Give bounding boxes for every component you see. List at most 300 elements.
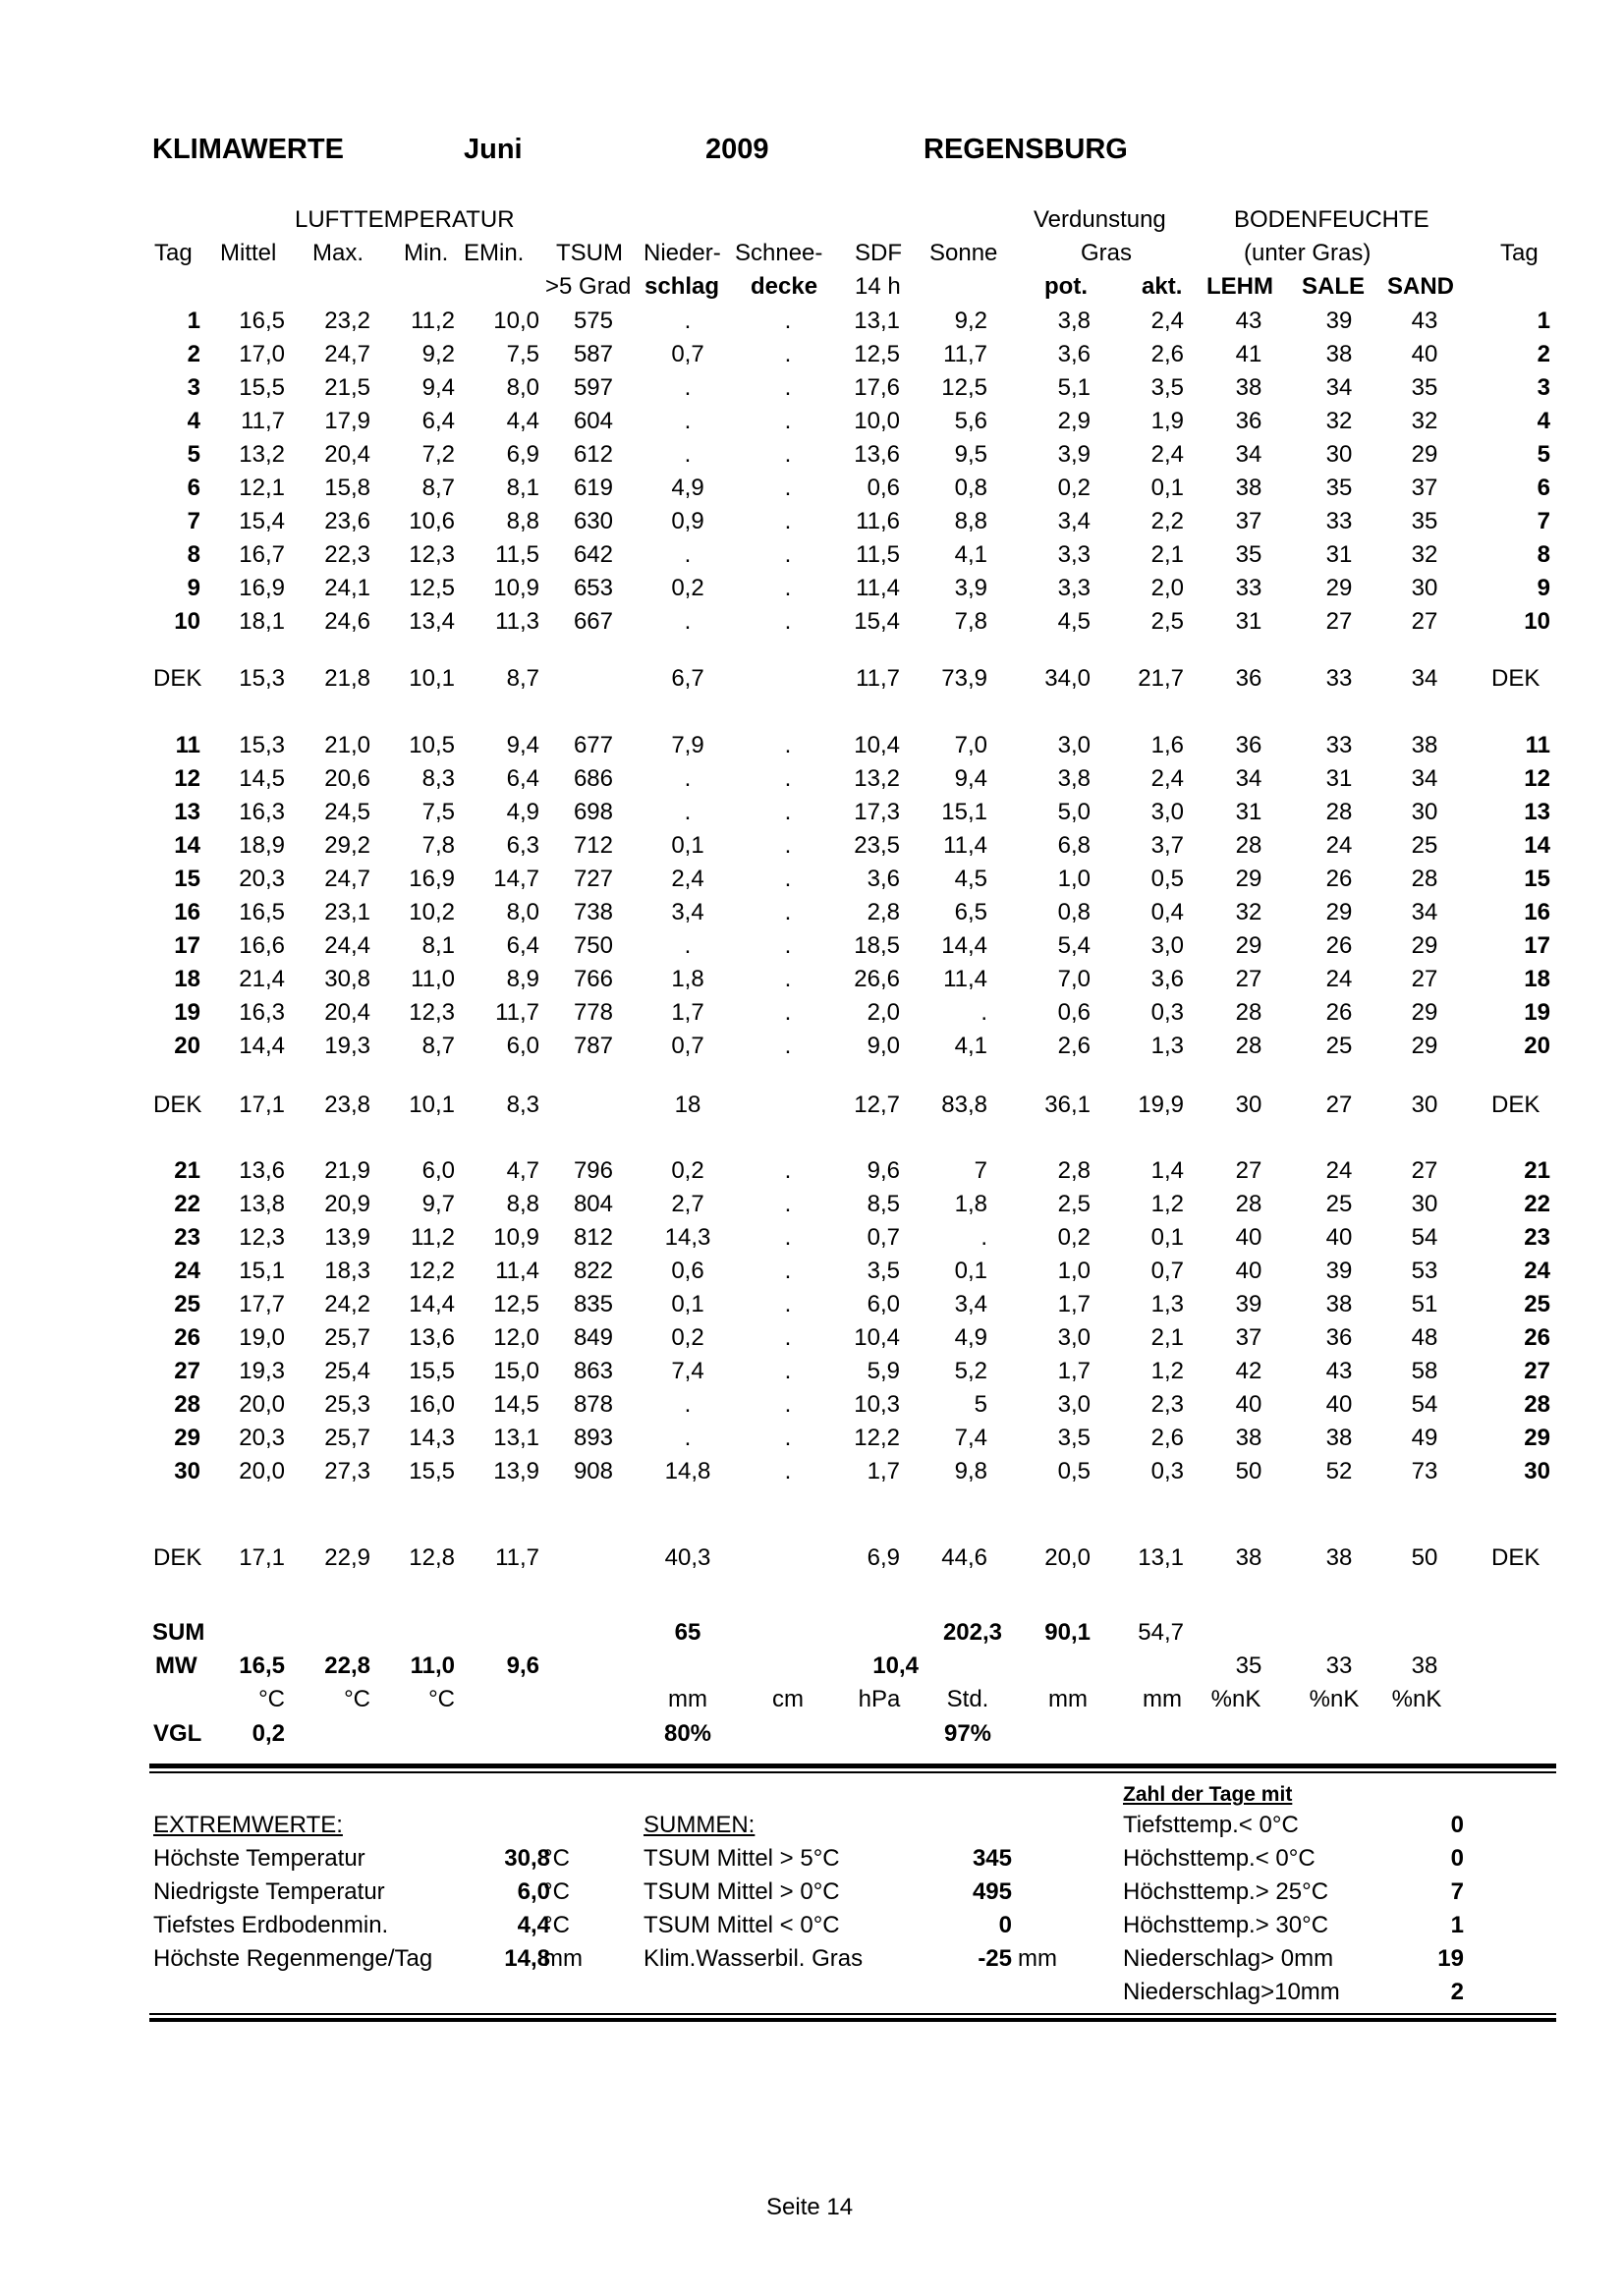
day-row-sdf-cell: 10,4: [854, 1324, 900, 1351]
day-row-tsum-cell: 698: [573, 799, 613, 825]
day-row-min-cell: 8,7: [421, 1033, 455, 1059]
day-row-akt-cell: 1,3: [1150, 1033, 1184, 1059]
day-row-schnee-cell: .: [784, 441, 792, 468]
extremwerte-heading: EXTREMWERTE:: [153, 1812, 343, 1838]
day-row-lehm-cell: 43: [1235, 308, 1262, 334]
day-row-mittel-cell: 15,5: [239, 374, 285, 401]
day-row-emin-cell: 13,1: [493, 1425, 539, 1451]
day-row-sale-cell: 33: [1325, 508, 1353, 534]
day-row-min-cell: 11,2: [411, 1224, 455, 1251]
sum-akt: 54,7: [1138, 1619, 1184, 1646]
summen-label: TSUM Mittel > 0°C: [644, 1878, 840, 1905]
header-sdf: SDF: [855, 240, 902, 266]
day-row-tag2-cell: 19: [1524, 999, 1550, 1026]
day-row-tsum-cell: 677: [573, 732, 613, 758]
day-row-sale-cell: 39: [1325, 1258, 1353, 1284]
header-lufttemperatur: LUFTTEMPERATUR: [295, 206, 515, 233]
day-row-nieder-cell: .: [684, 1425, 692, 1451]
day-row-sdf-cell: 11,6: [856, 508, 900, 534]
day-row-akt-cell: 2,1: [1150, 541, 1184, 568]
day-row-schnee-cell: .: [784, 765, 792, 792]
day-row-tsum-cell: 667: [573, 608, 613, 635]
dek-row-tag2-cell: DEK: [1491, 1544, 1540, 1571]
day-row-tag2-cell: 7: [1537, 508, 1550, 534]
day-row-nieder-cell: 14,3: [664, 1224, 711, 1251]
summen-value: 345: [972, 1845, 1012, 1872]
vgl-niederschlag: 80%: [663, 1720, 712, 1747]
day-row-nieder-cell: .: [684, 374, 692, 401]
day-row-pot-cell: 3,0: [1057, 732, 1091, 758]
day-row-emin-cell: 12,5: [493, 1291, 539, 1317]
day-row-emin-cell: 6,9: [506, 441, 539, 468]
day-row-min-cell: 7,5: [421, 799, 455, 825]
day-row-mittel-cell: 16,6: [239, 932, 285, 959]
day-row-sale-cell: 24: [1325, 832, 1353, 859]
day-row-max-cell: 20,4: [324, 441, 370, 468]
dek-row-pot-cell: 36,1: [1044, 1092, 1091, 1118]
day-row-tag2-cell: 17: [1524, 932, 1550, 959]
day-row-nieder-cell: 0,2: [671, 575, 704, 601]
sum-label: SUM: [152, 1619, 205, 1646]
day-row-sale-cell: 35: [1325, 475, 1353, 501]
day-row-tag-cell: 9: [187, 575, 200, 601]
day-row-sonne-cell: 8,8: [954, 508, 987, 534]
day-row-tsum-cell: 893: [573, 1425, 613, 1451]
day-row-lehm-cell: 31: [1235, 799, 1262, 825]
day-row-schnee-cell: .: [784, 799, 792, 825]
day-row-sdf-cell: 13,2: [854, 765, 900, 792]
day-row-tsum-cell: 727: [573, 866, 613, 892]
day-row-sale-cell: 43: [1325, 1358, 1353, 1384]
day-row-tag-cell: 20: [174, 1033, 200, 1059]
day-row-akt-cell: 3,0: [1150, 799, 1184, 825]
day-row-schnee-cell: .: [784, 1157, 792, 1184]
dek-row-sale-cell: 33: [1325, 665, 1353, 692]
day-row-mittel-cell: 20,0: [239, 1391, 285, 1418]
day-row-min-cell: 13,6: [409, 1324, 455, 1351]
unit-pot: mm: [1048, 1686, 1088, 1712]
divider-double-bottom: [149, 1771, 1556, 1773]
tage-value: 19: [1437, 1945, 1464, 1972]
day-row-tsum-cell: 849: [573, 1324, 613, 1351]
header-min: Min.: [404, 240, 449, 266]
dek-row-sonne-cell: 83,8: [941, 1092, 987, 1118]
day-row-pot-cell: 1,7: [1057, 1291, 1091, 1317]
day-row-nieder-cell: 2,7: [671, 1191, 704, 1217]
header-schneedecke: Schnee-: [735, 240, 823, 266]
divider-double-top: [149, 1764, 1556, 1768]
unit-min: °C: [428, 1686, 455, 1712]
day-row-max-cell: 21,0: [324, 732, 370, 758]
dek-row-min-cell: 12,8: [409, 1544, 455, 1571]
day-row-nieder-cell: 0,7: [671, 341, 704, 367]
day-row-tag2-cell: 8: [1537, 541, 1550, 568]
tage-heading: Zahl der Tage mit: [1123, 1783, 1293, 1806]
dek-row-sale-cell: 27: [1325, 1092, 1353, 1118]
day-row-akt-cell: 2,6: [1150, 1425, 1184, 1451]
mw-emin: 9,6: [506, 1652, 539, 1679]
day-row-schnee-cell: .: [784, 1324, 792, 1351]
day-row-sdf-cell: 9,0: [867, 1033, 900, 1059]
day-row-emin-cell: 11,5: [495, 541, 539, 568]
day-row-mittel-cell: 16,3: [239, 999, 285, 1026]
day-row-schnee-cell: .: [784, 966, 792, 992]
day-row-sale-cell: 29: [1325, 575, 1353, 601]
day-row-min-cell: 12,3: [409, 999, 455, 1026]
day-row-pot-cell: 3,0: [1057, 1391, 1091, 1418]
day-row-sonne-cell: 15,1: [941, 799, 987, 825]
day-row-tag2-cell: 14: [1524, 832, 1550, 859]
tage-value: 0: [1450, 1845, 1464, 1872]
day-row-pot-cell: 0,8: [1057, 899, 1091, 925]
extremwerte-value: 6,0: [517, 1878, 550, 1905]
dek-row-lehm-cell: 36: [1235, 665, 1262, 692]
day-row-tsum-cell: 863: [573, 1358, 613, 1384]
dek-row-mittel-cell: 15,3: [239, 665, 285, 692]
day-row-sonne-cell: 11,4: [943, 966, 987, 992]
day-row-sand-cell: 34: [1411, 899, 1438, 925]
day-row-min-cell: 8,7: [421, 475, 455, 501]
day-row-nieder-cell: 0,6: [671, 1258, 704, 1284]
day-row-min-cell: 9,7: [421, 1191, 455, 1217]
day-row-lehm-cell: 28: [1235, 832, 1262, 859]
dek-row-sand-cell: 34: [1411, 665, 1438, 692]
day-row-emin-cell: 14,7: [493, 866, 539, 892]
day-row-akt-cell: 1,9: [1150, 408, 1184, 434]
day-row-sdf-cell: 17,6: [854, 374, 900, 401]
day-row-tag-cell: 23: [174, 1224, 200, 1251]
day-row-sale-cell: 34: [1325, 374, 1353, 401]
day-row-min-cell: 10,6: [409, 508, 455, 534]
day-row-tag2-cell: 12: [1524, 765, 1550, 792]
summen-label: TSUM Mittel > 5°C: [644, 1845, 840, 1872]
day-row-max-cell: 23,2: [324, 308, 370, 334]
day-row-schnee-cell: .: [784, 1458, 792, 1484]
day-row-mittel-cell: 13,8: [239, 1191, 285, 1217]
unit-lehm: %nK: [1210, 1686, 1261, 1712]
day-row-pot-cell: 5,0: [1057, 799, 1091, 825]
day-row-schnee-cell: .: [784, 1191, 792, 1217]
day-row-sand-cell: 58: [1411, 1358, 1438, 1384]
dek-row-nieder-cell: 6,7: [671, 665, 704, 692]
day-row-sand-cell: 73: [1411, 1458, 1438, 1484]
day-row-tag-cell: 27: [174, 1358, 200, 1384]
day-row-tag-cell: 28: [174, 1391, 200, 1418]
day-row-sand-cell: 29: [1411, 932, 1438, 959]
page-number: Seite 14: [766, 2194, 854, 2220]
day-row-tag2-cell: 15: [1524, 866, 1550, 892]
day-row-schnee-cell: .: [784, 1425, 792, 1451]
day-row-sdf-cell: 18,5: [854, 932, 900, 959]
dek-row-akt-cell: 13,1: [1138, 1544, 1184, 1571]
day-row-sand-cell: 48: [1411, 1324, 1438, 1351]
day-row-akt-cell: 1,4: [1150, 1157, 1184, 1184]
day-row-tag2-cell: 3: [1537, 374, 1550, 401]
header-sale: SALE: [1302, 273, 1366, 300]
day-row-tag2-cell: 26: [1524, 1324, 1550, 1351]
day-row-tag-cell: 30: [174, 1458, 200, 1484]
dek-row-min-cell: 10,1: [409, 1092, 455, 1118]
day-row-akt-cell: 3,0: [1150, 932, 1184, 959]
dek-row-sand-cell: 50: [1411, 1544, 1438, 1571]
day-row-mittel-cell: 20,0: [239, 1458, 285, 1484]
extremwerte-label: Tiefstes Erdbodenmin.: [153, 1912, 389, 1938]
day-row-lehm-cell: 40: [1235, 1224, 1262, 1251]
day-row-sdf-cell: 10,4: [854, 732, 900, 758]
day-row-tag2-cell: 9: [1537, 575, 1550, 601]
day-row-mittel-cell: 16,7: [239, 541, 285, 568]
day-row-sale-cell: 25: [1325, 1191, 1353, 1217]
day-row-tsum-cell: 878: [573, 1391, 613, 1418]
day-row-pot-cell: 3,4: [1057, 508, 1091, 534]
day-row-sdf-cell: 5,9: [867, 1358, 900, 1384]
day-row-emin-cell: 4,9: [506, 799, 539, 825]
unit-mittel: °C: [258, 1686, 285, 1712]
day-row-mittel-cell: 12,3: [239, 1224, 285, 1251]
day-row-pot-cell: 2,9: [1057, 408, 1091, 434]
day-row-sonne-cell: 14,4: [941, 932, 987, 959]
day-row-tag-cell: 8: [187, 541, 200, 568]
dek-row-emin-cell: 8,3: [506, 1092, 539, 1118]
dek-row-akt-cell: 21,7: [1138, 665, 1184, 692]
summen-label: Klim.Wasserbil. Gras: [644, 1945, 864, 1972]
day-row-nieder-cell: 14,8: [664, 1458, 711, 1484]
day-row-schnee-cell: .: [784, 732, 792, 758]
day-row-emin-cell: 7,5: [506, 341, 539, 367]
day-row-sand-cell: 54: [1411, 1224, 1438, 1251]
day-row-nieder-cell: .: [684, 799, 692, 825]
mw-label: MW: [155, 1652, 197, 1679]
dek-row-emin-cell: 8,7: [506, 665, 539, 692]
tage-value: 2: [1450, 1979, 1464, 2005]
day-row-lehm-cell: 34: [1235, 441, 1262, 468]
day-row-min-cell: 6,0: [421, 1157, 455, 1184]
day-row-sonne-cell: 9,4: [954, 765, 987, 792]
summen-value: 0: [998, 1912, 1012, 1938]
day-row-mittel-cell: 15,1: [239, 1258, 285, 1284]
day-row-emin-cell: 6,4: [506, 765, 539, 792]
day-row-max-cell: 19,3: [324, 1033, 370, 1059]
day-row-mittel-cell: 14,4: [239, 1033, 285, 1059]
day-row-max-cell: 25,4: [324, 1358, 370, 1384]
day-row-sdf-cell: 0,7: [867, 1224, 900, 1251]
day-row-schnee-cell: .: [784, 408, 792, 434]
day-row-pot-cell: 3,3: [1057, 541, 1091, 568]
day-row-sdf-cell: 6,0: [867, 1291, 900, 1317]
day-row-emin-cell: 11,7: [495, 999, 539, 1026]
day-row-sale-cell: 40: [1325, 1391, 1353, 1418]
day-row-sonne-cell: .: [980, 999, 987, 1026]
header-verdunstung: Verdunstung: [1034, 206, 1166, 233]
day-row-emin-cell: 6,4: [506, 932, 539, 959]
day-row-akt-cell: 0,3: [1150, 1458, 1184, 1484]
summen-label: TSUM Mittel < 0°C: [644, 1912, 840, 1938]
day-row-sonne-cell: 9,8: [954, 1458, 987, 1484]
day-row-tsum-cell: 804: [573, 1191, 613, 1217]
day-row-mittel-cell: 11,7: [241, 408, 285, 434]
header-niederschlag-sub: schlag: [644, 273, 720, 300]
day-row-tag-cell: 2: [187, 341, 200, 367]
day-row-sale-cell: 40: [1325, 1224, 1353, 1251]
day-row-tag2-cell: 1: [1537, 308, 1550, 334]
day-row-schnee-cell: .: [784, 1033, 792, 1059]
day-row-tag-cell: 12: [174, 765, 200, 792]
day-row-tag-cell: 7: [187, 508, 200, 534]
day-row-max-cell: 24,4: [324, 932, 370, 959]
day-row-tsum-cell: 630: [573, 508, 613, 534]
day-row-akt-cell: 2,2: [1150, 508, 1184, 534]
day-row-sonne-cell: .: [980, 1224, 987, 1251]
day-row-nieder-cell: 7,9: [671, 732, 704, 758]
day-row-tsum-cell: 778: [573, 999, 613, 1026]
day-row-schnee-cell: .: [784, 541, 792, 568]
day-row-emin-cell: 8,0: [506, 899, 539, 925]
unit-niederschlag: mm: [668, 1686, 707, 1712]
header-pot: pot.: [1044, 273, 1088, 300]
day-row-sdf-cell: 13,6: [854, 441, 900, 468]
day-row-mittel-cell: 18,1: [239, 608, 285, 635]
day-row-max-cell: 23,6: [324, 508, 370, 534]
day-row-tsum-cell: 587: [573, 341, 613, 367]
day-row-tag-cell: 26: [174, 1324, 200, 1351]
day-row-lehm-cell: 28: [1235, 1191, 1262, 1217]
extremwerte-label: Niedrigste Temperatur: [153, 1878, 385, 1905]
day-row-tag2-cell: 22: [1524, 1191, 1550, 1217]
day-row-akt-cell: 2,0: [1150, 575, 1184, 601]
day-row-pot-cell: 5,4: [1057, 932, 1091, 959]
day-row-sonne-cell: 7: [974, 1157, 987, 1184]
day-row-max-cell: 25,7: [324, 1324, 370, 1351]
extremwerte-unit: mm: [543, 1945, 583, 1972]
header-sand: SAND: [1387, 273, 1455, 300]
day-row-lehm-cell: 38: [1235, 475, 1262, 501]
day-row-akt-cell: 0,4: [1150, 899, 1184, 925]
day-row-sonne-cell: 5,6: [954, 408, 987, 434]
day-row-sdf-cell: 12,2: [854, 1425, 900, 1451]
day-row-nieder-cell: 1,8: [671, 966, 704, 992]
day-row-akt-cell: 0,1: [1150, 1224, 1184, 1251]
day-row-lehm-cell: 38: [1235, 1425, 1262, 1451]
day-row-max-cell: 24,7: [324, 341, 370, 367]
dek-row-min-cell: 10,1: [409, 665, 455, 692]
day-row-sonne-cell: 0,1: [954, 1258, 987, 1284]
day-row-max-cell: 20,4: [324, 999, 370, 1026]
day-row-min-cell: 16,9: [409, 866, 455, 892]
day-row-sale-cell: 38: [1325, 1291, 1353, 1317]
day-row-akt-cell: 3,5: [1150, 374, 1184, 401]
day-row-emin-cell: 9,4: [506, 732, 539, 758]
day-row-sonne-cell: 4,1: [954, 541, 987, 568]
day-row-tag2-cell: 28: [1524, 1391, 1550, 1418]
day-row-sale-cell: 52: [1325, 1458, 1353, 1484]
day-row-lehm-cell: 28: [1235, 1033, 1262, 1059]
divider-bottom-thin: [149, 2013, 1556, 2015]
day-row-tag2-cell: 25: [1524, 1291, 1550, 1317]
header-sonne: Sonne: [929, 240, 998, 266]
day-row-tsum-cell: 812: [573, 1224, 613, 1251]
day-row-sale-cell: 26: [1325, 999, 1353, 1026]
header-tag-right: Tag: [1500, 240, 1539, 266]
day-row-sand-cell: 30: [1411, 1191, 1438, 1217]
dek-row-tag-cell: DEK: [153, 665, 202, 692]
day-row-pot-cell: 5,1: [1057, 374, 1091, 401]
day-row-tag2-cell: 30: [1524, 1458, 1550, 1484]
day-row-lehm-cell: 36: [1235, 408, 1262, 434]
day-row-nieder-cell: .: [684, 932, 692, 959]
day-row-nieder-cell: 3,4: [671, 899, 704, 925]
day-row-min-cell: 12,2: [409, 1258, 455, 1284]
day-row-mittel-cell: 16,9: [239, 575, 285, 601]
day-row-sdf-cell: 8,5: [867, 1191, 900, 1217]
day-row-emin-cell: 10,9: [493, 1224, 539, 1251]
day-row-sand-cell: 25: [1411, 832, 1438, 859]
day-row-nieder-cell: .: [684, 441, 692, 468]
day-row-mittel-cell: 12,1: [239, 475, 285, 501]
day-row-pot-cell: 1,0: [1057, 866, 1091, 892]
day-row-nieder-cell: .: [684, 765, 692, 792]
extremwerte-value: 14,8: [504, 1945, 550, 1972]
day-row-sonne-cell: 5,2: [954, 1358, 987, 1384]
day-row-sale-cell: 24: [1325, 966, 1353, 992]
day-row-nieder-cell: 7,4: [671, 1358, 704, 1384]
day-row-emin-cell: 6,0: [506, 1033, 539, 1059]
day-row-sand-cell: 28: [1411, 866, 1438, 892]
tage-label: Höchsttemp.> 25°C: [1123, 1878, 1329, 1905]
day-row-emin-cell: 10,0: [493, 308, 539, 334]
header-tag: Tag: [154, 240, 193, 266]
day-row-tsum-cell: 653: [573, 575, 613, 601]
day-row-emin-cell: 4,4: [506, 408, 539, 434]
day-row-min-cell: 14,4: [409, 1291, 455, 1317]
day-row-tag-cell: 4: [187, 408, 200, 434]
tage-label: Höchsttemp.> 30°C: [1123, 1912, 1329, 1938]
day-row-nieder-cell: 0,1: [671, 832, 704, 859]
day-row-max-cell: 20,9: [324, 1191, 370, 1217]
day-row-pot-cell: 3,5: [1057, 1425, 1091, 1451]
divider-bottom-thick: [149, 2018, 1556, 2022]
extremwerte-label: Höchste Regenmenge/Tag: [153, 1945, 433, 1972]
day-row-max-cell: 23,1: [324, 899, 370, 925]
day-row-sale-cell: 30: [1325, 441, 1353, 468]
day-row-tag-cell: 5: [187, 441, 200, 468]
day-row-lehm-cell: 32: [1235, 899, 1262, 925]
day-row-tsum-cell: 787: [573, 1033, 613, 1059]
day-row-sdf-cell: 15,4: [854, 608, 900, 635]
dek-row-sdf-cell: 11,7: [856, 665, 900, 692]
day-row-tag-cell: 1: [187, 308, 200, 334]
day-row-nieder-cell: 0,9: [671, 508, 704, 534]
dek-row-lehm-cell: 38: [1235, 1544, 1262, 1571]
day-row-sdf-cell: 17,3: [854, 799, 900, 825]
dek-row-mittel-cell: 17,1: [239, 1092, 285, 1118]
day-row-nieder-cell: .: [684, 541, 692, 568]
day-row-mittel-cell: 20,3: [239, 1425, 285, 1451]
day-row-nieder-cell: 0,1: [671, 1291, 704, 1317]
header-gras: Gras: [1081, 240, 1133, 266]
day-row-emin-cell: 8,9: [506, 966, 539, 992]
day-row-sale-cell: 38: [1325, 1425, 1353, 1451]
day-row-tsum-cell: 604: [573, 408, 613, 434]
day-row-akt-cell: 2,1: [1150, 1324, 1184, 1351]
dek-row-nieder-cell: 18: [674, 1092, 701, 1118]
day-row-sand-cell: 29: [1411, 999, 1438, 1026]
day-row-mittel-cell: 16,5: [239, 899, 285, 925]
day-row-max-cell: 17,9: [324, 408, 370, 434]
day-row-sand-cell: 27: [1411, 608, 1438, 635]
day-row-tag-cell: 24: [174, 1258, 200, 1284]
day-row-tag2-cell: 23: [1524, 1224, 1550, 1251]
day-row-mittel-cell: 13,6: [239, 1157, 285, 1184]
